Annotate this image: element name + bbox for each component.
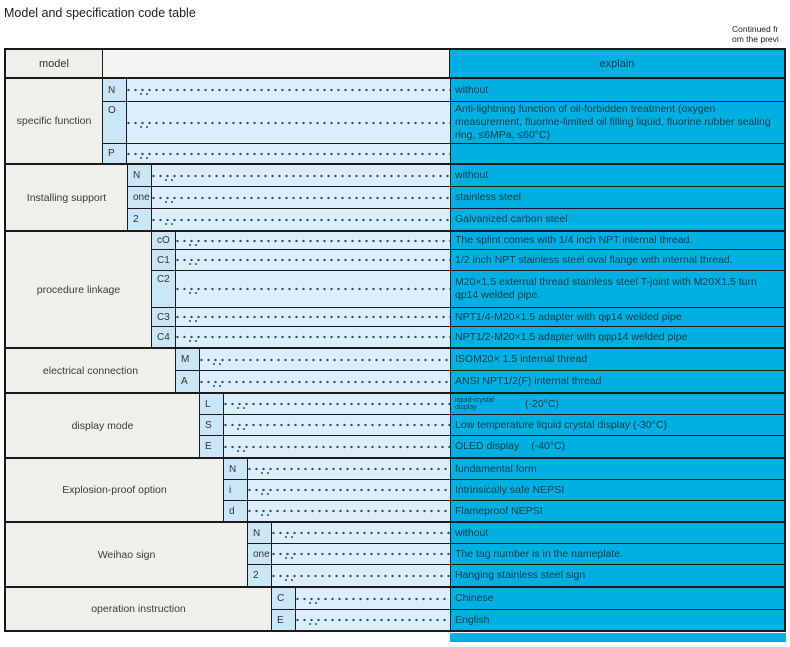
code-cell: N <box>248 523 272 543</box>
group-procedure-linkage <box>6 232 784 349</box>
dot-leader <box>176 308 450 326</box>
code-cell: S <box>200 415 224 435</box>
dot-leader <box>127 144 450 163</box>
explain-header-cell: explain <box>450 50 784 77</box>
group-rows <box>224 459 784 521</box>
code-cell: C4 <box>152 327 176 347</box>
table-row <box>176 349 784 371</box>
explain-cell: without <box>450 523 784 543</box>
explain-cell: NPT1/2-M20×1.5 adapter with qφp14 welded pipe <box>450 327 784 347</box>
table-row <box>152 271 784 308</box>
explain-cell: NPT1/4-M20×1.5 adapter with qφ14 welded pipe <box>450 308 784 326</box>
spec-table <box>4 48 786 632</box>
code-cell: C1 <box>152 250 176 270</box>
code-cell: d <box>224 501 248 521</box>
group-weihao-sign <box>6 523 784 588</box>
continued-note-line1: Continued fr <box>732 25 779 34</box>
table-row <box>103 144 784 163</box>
group-explosion-proof-option <box>6 459 784 523</box>
dot-leader <box>127 79 450 101</box>
explain-cell: Low temperature liquid crystal display (-30°C) <box>450 415 784 435</box>
table-row <box>176 371 784 392</box>
dot-leader <box>152 165 450 186</box>
table-row <box>200 415 784 436</box>
table-row <box>248 544 784 565</box>
code-cell: C3 <box>152 308 176 326</box>
table-row <box>152 232 784 250</box>
group-label: display mode <box>6 394 200 457</box>
temperature-note: (-40°C) <box>531 440 566 452</box>
explain-cell: fundamental form <box>450 459 784 479</box>
code-cell: 2 <box>128 209 152 230</box>
code-cell: E <box>272 610 296 630</box>
code-cell: C <box>272 588 296 609</box>
table-row <box>128 187 784 209</box>
code-cell: M <box>176 349 200 370</box>
dot-leader <box>272 565 450 586</box>
dot-leader <box>152 209 450 230</box>
dot-leader <box>176 250 450 270</box>
dot-leader <box>272 544 450 564</box>
table-row <box>248 523 784 544</box>
code-cell: one <box>248 544 272 564</box>
table-row <box>128 165 784 187</box>
table-row <box>128 209 784 230</box>
code-cell: cO <box>152 232 176 249</box>
explain-cell: M20×1.5 external thread stainless steel T-joint with M20X1.5 turn qp14 welded pipe. <box>450 271 784 307</box>
dot-leader <box>248 459 450 479</box>
explain-cell: 1/2 inch NPT stainless steel oval flange with internal thread. <box>450 250 784 270</box>
code-cell: i <box>224 480 248 500</box>
group-rows <box>272 588 784 630</box>
explain-cell: English <box>450 610 784 630</box>
model-header-cell: model <box>6 50 103 77</box>
code-cell: N <box>128 165 152 186</box>
continued-strip <box>450 633 786 642</box>
group-label: electrical connection <box>6 349 176 392</box>
group-rows <box>176 349 784 392</box>
explain-cell: Flameproof NEPSI <box>450 501 784 521</box>
dot-leader <box>248 480 450 500</box>
explain-cell: ISOM20× 1.5 internal thread <box>450 349 784 370</box>
code-cell: C2 <box>152 271 176 307</box>
temperature-note: (-20°C) <box>525 397 559 410</box>
explain-cell: Anti-lightning function of oil-forbidden treatment (oxygen measurement, fluorine-limited oil filling liquid, fluorine rubber sealing ring, ≤6MPa, ≤60°C) <box>450 102 784 143</box>
group-electrical-connection <box>6 349 784 394</box>
explain-text: OLED display <box>455 440 520 452</box>
dot-leader <box>200 349 450 370</box>
group-rows <box>128 165 784 230</box>
group-specific-function <box>6 79 784 165</box>
group-label: operation instruction <box>6 588 272 630</box>
table-row <box>248 565 784 586</box>
continued-note <box>732 25 790 44</box>
explain-cell: Chinese <box>450 588 784 609</box>
group-label: procedure linkage <box>6 232 152 347</box>
table-row <box>224 501 784 521</box>
code-cell: one <box>128 187 152 208</box>
table-header-row <box>6 50 784 79</box>
table-row <box>224 480 784 501</box>
continued-note-line2: om the previ <box>732 33 779 44</box>
table-row <box>103 102 784 144</box>
table-row <box>103 79 784 102</box>
dot-leader <box>176 327 450 347</box>
table-row <box>152 250 784 271</box>
explain-cell <box>450 144 784 163</box>
explain-small-text: liquid-crystal display <box>455 396 494 411</box>
group-rows <box>200 394 784 457</box>
explain-cell: Galvanized carbon steel <box>450 209 784 230</box>
dot-leader <box>248 501 450 521</box>
group-installing-support <box>6 165 784 232</box>
code-header-cell <box>103 50 450 77</box>
explain-cell: without <box>450 165 784 186</box>
group-rows <box>103 79 784 163</box>
explain-cell: The tag number is in the nameplate. <box>450 544 784 564</box>
dot-leader <box>224 436 450 457</box>
code-cell: L <box>200 394 224 414</box>
table-row <box>152 327 784 347</box>
code-cell: O <box>103 102 127 143</box>
dot-leader <box>296 588 450 609</box>
explain-cell <box>450 436 784 457</box>
group-display-mode <box>6 394 784 459</box>
explain-cell <box>450 394 784 414</box>
dot-leader <box>224 415 450 435</box>
explain-cell: Hanging stainless steel sign <box>450 565 784 586</box>
page-title: Model and specification code table <box>4 6 196 20</box>
code-cell: 2 <box>248 565 272 586</box>
explain-cell: Intrinsically safe NEPSI <box>450 480 784 500</box>
table-row <box>272 610 784 630</box>
code-cell: P <box>103 144 127 163</box>
table-row <box>272 588 784 610</box>
explain-cell: stainless steel <box>450 187 784 208</box>
code-cell: N <box>103 79 127 101</box>
group-label: Explosion-proof option <box>6 459 224 521</box>
dot-leader <box>224 394 450 414</box>
dot-leader <box>176 271 450 307</box>
code-cell: A <box>176 371 200 392</box>
dot-leader <box>152 187 450 208</box>
explain-cell: ANSI NPT1/2(F) internal thread <box>450 371 784 392</box>
dot-leader <box>176 232 450 249</box>
group-rows <box>152 232 784 347</box>
table-row <box>224 459 784 480</box>
dot-leader <box>272 523 450 543</box>
table-row <box>152 308 784 327</box>
group-rows <box>248 523 784 586</box>
code-cell: N <box>224 459 248 479</box>
explain-cell: without <box>450 79 784 101</box>
group-label: specific function <box>6 79 103 163</box>
dot-leader <box>296 610 450 630</box>
group-operation-instruction <box>6 588 784 630</box>
table-row <box>200 436 784 457</box>
group-label: Weihao sign <box>6 523 248 586</box>
table-row <box>200 394 784 415</box>
explain-cell: The splint comes with 1/4 inch NPT internal thread. <box>450 232 784 249</box>
code-cell: E <box>200 436 224 457</box>
dot-leader <box>200 371 450 392</box>
group-label: Installing support <box>6 165 128 230</box>
dot-leader <box>127 102 450 143</box>
